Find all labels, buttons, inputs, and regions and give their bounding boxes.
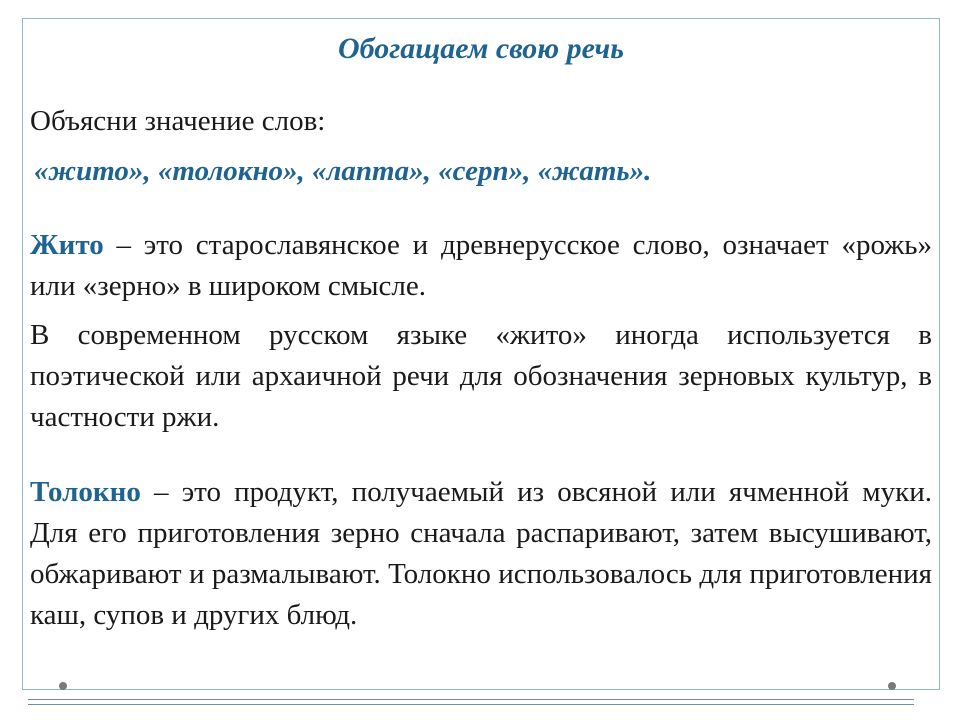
term-tolokno: Толокно	[30, 476, 141, 508]
decorative-dot	[59, 682, 67, 690]
modern-usage-text: В современном русском языке «жито» иногда используется в поэтической или архаичной речи для обозначения зерновых культур, в частности ржи.	[30, 319, 932, 433]
paragraph-modern-usage	[30, 315, 932, 438]
word-list: «жито», «толокно», «лапта», «серп», «жать».	[34, 155, 652, 187]
intro-text: Объясни значение слов:	[30, 105, 326, 137]
paragraph-tolokno	[30, 472, 932, 636]
bottom-rule	[28, 699, 914, 700]
definition-tolokno: – это продукт, получаемый из овсяной или ячменной муки. Для его приготовления зерно сначала распаривают, затем высушивают, обжаривают и размалывают. Толокно использовалось для приготовления каш, супов и других блюд.	[30, 476, 932, 631]
definition-zhito: – это старославянское и древнерусское слово, означает «рожь» или «зерно» в широком смысле.	[30, 229, 932, 302]
slide-title: Обогащаем свою речь	[337, 32, 625, 65]
bottom-rule	[28, 704, 914, 705]
paragraph-zhito	[30, 225, 932, 307]
decorative-dot	[888, 682, 896, 690]
term-zhito: Жито	[30, 229, 104, 261]
